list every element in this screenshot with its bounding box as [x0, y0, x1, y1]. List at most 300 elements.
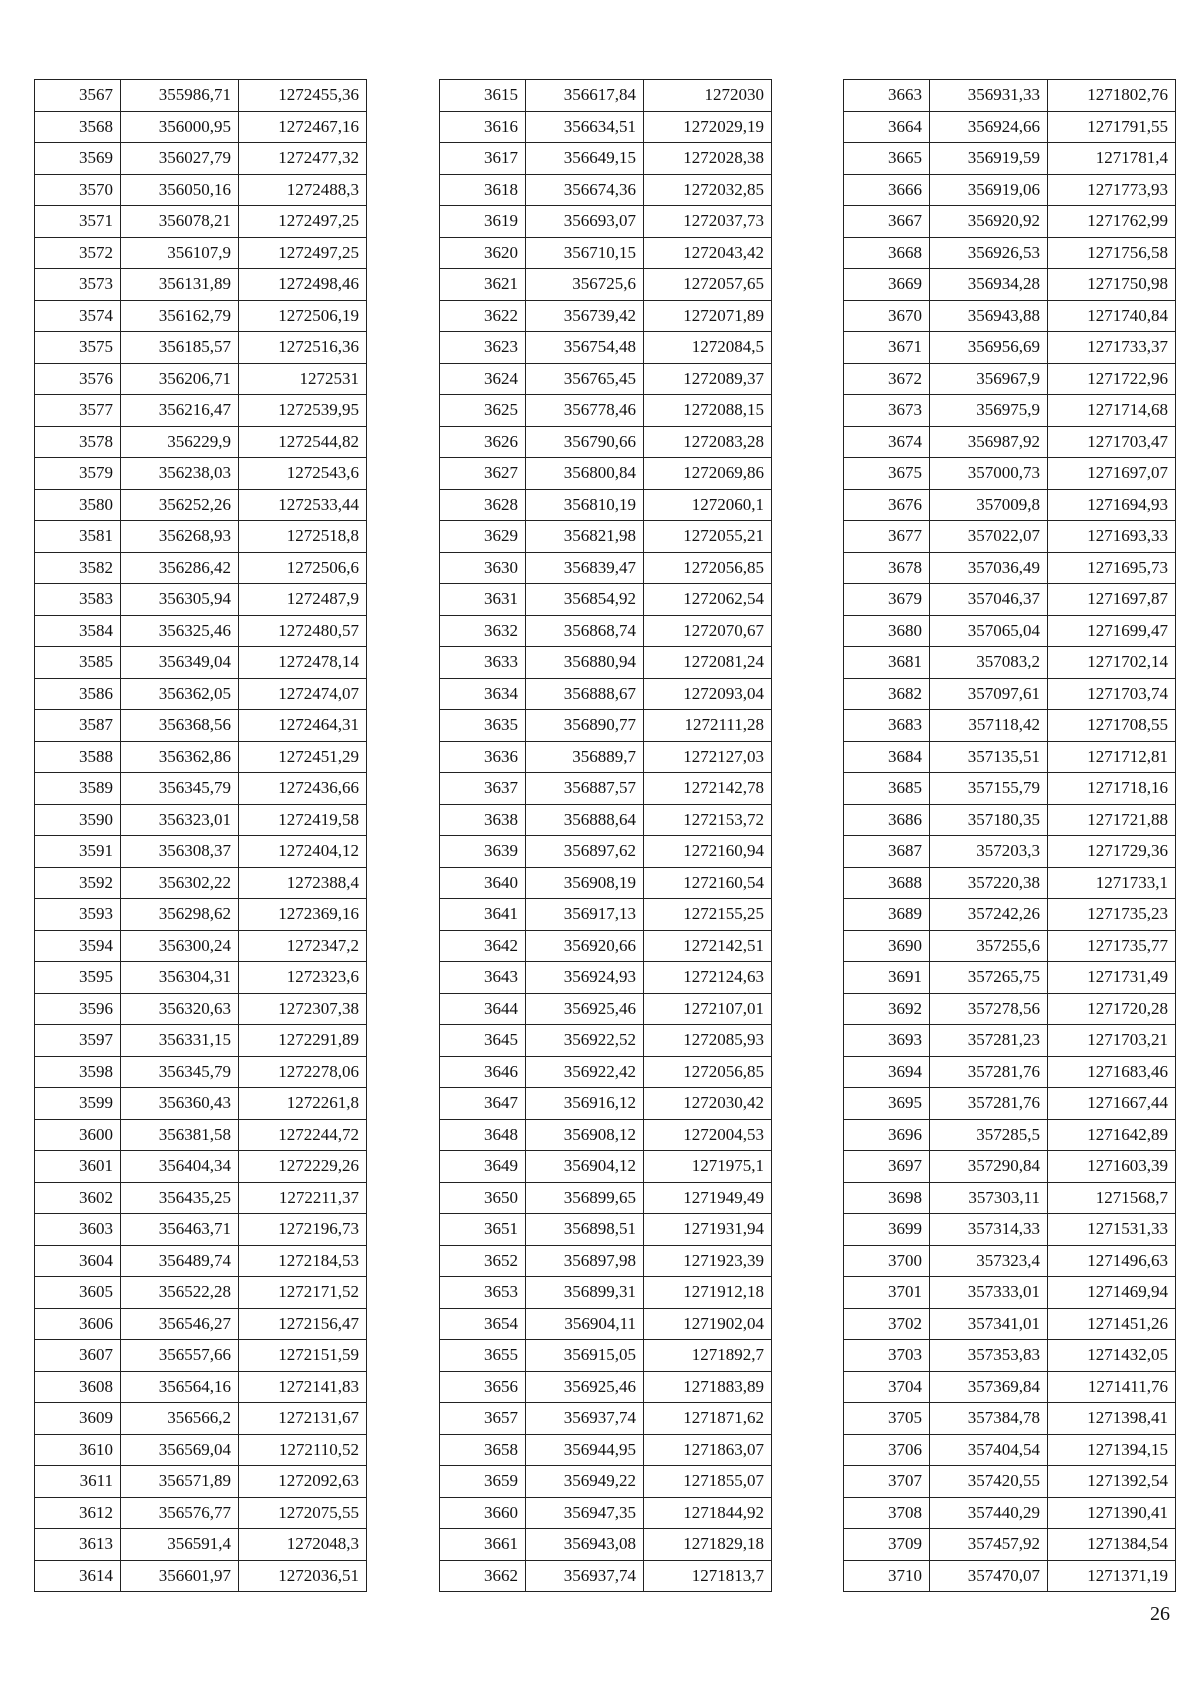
x-coordinate-cell: 356331,15 — [121, 1025, 239, 1057]
x-coordinate-cell: 356924,66 — [930, 111, 1048, 143]
y-coordinate-cell: 1272464,31 — [239, 710, 367, 742]
coordinate-table-2 — [439, 79, 772, 1592]
table-row — [35, 521, 367, 553]
y-coordinate-cell: 1272062,54 — [644, 584, 772, 616]
x-coordinate-cell: 356185,57 — [121, 332, 239, 364]
y-coordinate-cell: 1271714,68 — [1048, 395, 1176, 427]
x-coordinate-cell: 356916,12 — [526, 1088, 644, 1120]
y-coordinate-cell: 1271703,74 — [1048, 678, 1176, 710]
point-number-cell: 3656 — [440, 1371, 526, 1403]
table-row — [844, 710, 1176, 742]
table-row — [844, 1025, 1176, 1057]
x-coordinate-cell: 356617,84 — [526, 80, 644, 112]
x-coordinate-cell: 356268,93 — [121, 521, 239, 553]
y-coordinate-cell: 1272142,51 — [644, 930, 772, 962]
x-coordinate-cell: 356975,9 — [930, 395, 1048, 427]
y-coordinate-cell: 1271392,54 — [1048, 1466, 1176, 1498]
x-coordinate-cell: 356674,36 — [526, 174, 644, 206]
x-coordinate-cell: 356362,86 — [121, 741, 239, 773]
table-row — [844, 1560, 1176, 1592]
x-coordinate-cell: 356576,77 — [121, 1497, 239, 1529]
y-coordinate-cell: 1271802,76 — [1048, 80, 1176, 112]
x-coordinate-cell: 356904,12 — [526, 1151, 644, 1183]
table-row — [35, 584, 367, 616]
table-row — [440, 269, 772, 301]
y-coordinate-cell: 1272451,29 — [239, 741, 367, 773]
point-number-cell: 3650 — [440, 1182, 526, 1214]
x-coordinate-cell: 356919,06 — [930, 174, 1048, 206]
point-number-cell: 3604 — [35, 1245, 121, 1277]
x-coordinate-cell: 356216,47 — [121, 395, 239, 427]
y-coordinate-cell: 1272419,58 — [239, 804, 367, 836]
table-row — [440, 1434, 772, 1466]
table-row — [440, 962, 772, 994]
x-coordinate-cell: 356710,15 — [526, 237, 644, 269]
point-number-cell: 3635 — [440, 710, 526, 742]
point-number-cell: 3647 — [440, 1088, 526, 1120]
y-coordinate-cell: 1272088,15 — [644, 395, 772, 427]
x-coordinate-cell: 356917,13 — [526, 899, 644, 931]
y-coordinate-cell: 1272093,04 — [644, 678, 772, 710]
y-coordinate-cell: 1272075,55 — [239, 1497, 367, 1529]
table-row — [844, 332, 1176, 364]
y-coordinate-cell: 1272055,21 — [644, 521, 772, 553]
x-coordinate-cell: 356934,28 — [930, 269, 1048, 301]
point-number-cell: 3589 — [35, 773, 121, 805]
table-row — [440, 1308, 772, 1340]
point-number-cell: 3704 — [844, 1371, 930, 1403]
x-coordinate-cell: 357083,2 — [930, 647, 1048, 679]
x-coordinate-cell: 357303,11 — [930, 1182, 1048, 1214]
x-coordinate-cell: 356919,59 — [930, 143, 1048, 175]
table-row — [440, 710, 772, 742]
table-row — [35, 773, 367, 805]
y-coordinate-cell: 1272107,01 — [644, 993, 772, 1025]
table-row — [844, 237, 1176, 269]
y-coordinate-cell: 1271892,7 — [644, 1340, 772, 1372]
x-coordinate-cell: 356987,92 — [930, 426, 1048, 458]
x-coordinate-cell: 356908,12 — [526, 1119, 644, 1151]
table-row — [35, 993, 367, 1025]
point-number-cell: 3623 — [440, 332, 526, 364]
point-number-cell: 3611 — [35, 1466, 121, 1498]
point-number-cell: 3697 — [844, 1151, 930, 1183]
x-coordinate-cell: 356649,15 — [526, 143, 644, 175]
x-coordinate-cell: 357420,55 — [930, 1466, 1048, 1498]
page-number: 26 — [1150, 1603, 1170, 1625]
x-coordinate-cell: 356868,74 — [526, 615, 644, 647]
point-number-cell: 3689 — [844, 899, 930, 931]
point-number-cell: 3695 — [844, 1088, 930, 1120]
point-number-cell: 3649 — [440, 1151, 526, 1183]
point-number-cell: 3594 — [35, 930, 121, 962]
x-coordinate-cell: 356925,46 — [526, 993, 644, 1025]
x-coordinate-cell: 356027,79 — [121, 143, 239, 175]
y-coordinate-cell: 1271791,55 — [1048, 111, 1176, 143]
x-coordinate-cell: 357314,33 — [930, 1214, 1048, 1246]
y-coordinate-cell: 1272171,52 — [239, 1277, 367, 1309]
table-row — [844, 143, 1176, 175]
x-coordinate-cell: 357384,78 — [930, 1403, 1048, 1435]
point-number-cell: 3705 — [844, 1403, 930, 1435]
point-number-cell: 3683 — [844, 710, 930, 742]
table-row — [440, 363, 772, 395]
table-row — [35, 1529, 367, 1561]
y-coordinate-cell: 1272089,37 — [644, 363, 772, 395]
x-coordinate-cell: 356050,16 — [121, 174, 239, 206]
table-row — [440, 804, 772, 836]
table-row — [35, 1371, 367, 1403]
point-number-cell: 3662 — [440, 1560, 526, 1592]
point-number-cell: 3636 — [440, 741, 526, 773]
table-row — [440, 647, 772, 679]
x-coordinate-cell: 356435,25 — [121, 1182, 239, 1214]
y-coordinate-cell: 1272506,6 — [239, 552, 367, 584]
point-number-cell: 3671 — [844, 332, 930, 364]
y-coordinate-cell: 1272533,44 — [239, 489, 367, 521]
x-coordinate-cell: 356956,69 — [930, 332, 1048, 364]
point-number-cell: 3576 — [35, 363, 121, 395]
table-row — [440, 1529, 772, 1561]
point-number-cell: 3605 — [35, 1277, 121, 1309]
y-coordinate-cell: 1271694,93 — [1048, 489, 1176, 521]
x-coordinate-cell: 356967,9 — [930, 363, 1048, 395]
table-row — [440, 80, 772, 112]
table-row — [440, 1371, 772, 1403]
table-row — [35, 332, 367, 364]
point-number-cell: 3601 — [35, 1151, 121, 1183]
x-coordinate-cell: 356349,04 — [121, 647, 239, 679]
point-number-cell: 3643 — [440, 962, 526, 994]
point-number-cell: 3631 — [440, 584, 526, 616]
x-coordinate-cell: 356943,08 — [526, 1529, 644, 1561]
y-coordinate-cell: 1271756,58 — [1048, 237, 1176, 269]
point-number-cell: 3659 — [440, 1466, 526, 1498]
table-row — [844, 552, 1176, 584]
table-row — [844, 647, 1176, 679]
point-number-cell: 3616 — [440, 111, 526, 143]
table-row — [35, 1466, 367, 1498]
table-row — [440, 1466, 772, 1498]
y-coordinate-cell: 1272142,78 — [644, 773, 772, 805]
point-number-cell: 3627 — [440, 458, 526, 490]
table-row — [844, 962, 1176, 994]
y-coordinate-cell: 1272488,3 — [239, 174, 367, 206]
y-coordinate-cell: 1272131,67 — [239, 1403, 367, 1435]
x-coordinate-cell: 356546,27 — [121, 1308, 239, 1340]
y-coordinate-cell: 1271949,49 — [644, 1182, 772, 1214]
x-coordinate-cell: 357470,07 — [930, 1560, 1048, 1592]
y-coordinate-cell: 1272032,85 — [644, 174, 772, 206]
point-number-cell: 3665 — [844, 143, 930, 175]
table-row — [844, 1245, 1176, 1277]
y-coordinate-cell: 1272478,14 — [239, 647, 367, 679]
point-number-cell: 3685 — [844, 773, 930, 805]
x-coordinate-cell: 357065,04 — [930, 615, 1048, 647]
x-coordinate-cell: 356323,01 — [121, 804, 239, 836]
point-number-cell: 3698 — [844, 1182, 930, 1214]
point-number-cell: 3573 — [35, 269, 121, 301]
y-coordinate-cell: 1271411,76 — [1048, 1371, 1176, 1403]
y-coordinate-cell: 1272543,6 — [239, 458, 367, 490]
table-row — [844, 395, 1176, 427]
table-row — [440, 489, 772, 521]
table-row — [35, 741, 367, 773]
x-coordinate-cell: 357046,37 — [930, 584, 1048, 616]
point-number-cell: 3694 — [844, 1056, 930, 1088]
point-number-cell: 3595 — [35, 962, 121, 994]
point-number-cell: 3575 — [35, 332, 121, 364]
point-number-cell: 3677 — [844, 521, 930, 553]
table-row — [440, 993, 772, 1025]
table-row — [440, 237, 772, 269]
x-coordinate-cell: 357220,38 — [930, 867, 1048, 899]
x-coordinate-cell: 356854,92 — [526, 584, 644, 616]
x-coordinate-cell: 356693,07 — [526, 206, 644, 238]
y-coordinate-cell: 1271603,39 — [1048, 1151, 1176, 1183]
table-row — [440, 206, 772, 238]
point-number-cell: 3709 — [844, 1529, 930, 1561]
point-number-cell: 3701 — [844, 1277, 930, 1309]
point-number-cell: 3651 — [440, 1214, 526, 1246]
x-coordinate-cell: 356899,65 — [526, 1182, 644, 1214]
y-coordinate-cell: 1272083,28 — [644, 426, 772, 458]
table-row — [35, 836, 367, 868]
table-row — [440, 1560, 772, 1592]
y-coordinate-cell: 1271568,7 — [1048, 1182, 1176, 1214]
y-coordinate-cell: 1271697,87 — [1048, 584, 1176, 616]
table-row — [844, 426, 1176, 458]
y-coordinate-cell: 1271731,49 — [1048, 962, 1176, 994]
table-row — [35, 80, 367, 112]
table-row — [35, 458, 367, 490]
y-coordinate-cell: 1271735,77 — [1048, 930, 1176, 962]
table-row — [844, 111, 1176, 143]
y-coordinate-cell: 1271733,1 — [1048, 867, 1176, 899]
point-number-cell: 3642 — [440, 930, 526, 962]
y-coordinate-cell: 1272160,94 — [644, 836, 772, 868]
point-number-cell: 3577 — [35, 395, 121, 427]
point-number-cell: 3615 — [440, 80, 526, 112]
table-row — [35, 962, 367, 994]
y-coordinate-cell: 1271902,04 — [644, 1308, 772, 1340]
point-number-cell: 3583 — [35, 584, 121, 616]
x-coordinate-cell: 356381,58 — [121, 1119, 239, 1151]
x-coordinate-cell: 355986,71 — [121, 80, 239, 112]
y-coordinate-cell: 1272037,73 — [644, 206, 772, 238]
table-row — [844, 1151, 1176, 1183]
x-coordinate-cell: 356778,46 — [526, 395, 644, 427]
table-row — [35, 899, 367, 931]
table-row — [35, 930, 367, 962]
point-number-cell: 3619 — [440, 206, 526, 238]
x-coordinate-cell: 357036,49 — [930, 552, 1048, 584]
coordinate-table-1 — [34, 79, 367, 1592]
x-coordinate-cell: 356922,52 — [526, 1025, 644, 1057]
x-coordinate-cell: 357242,26 — [930, 899, 1048, 931]
y-coordinate-cell: 1271781,4 — [1048, 143, 1176, 175]
point-number-cell: 3598 — [35, 1056, 121, 1088]
table-row — [35, 426, 367, 458]
x-coordinate-cell: 356298,62 — [121, 899, 239, 931]
table-row — [844, 521, 1176, 553]
y-coordinate-cell: 1271432,05 — [1048, 1340, 1176, 1372]
x-coordinate-cell: 357255,6 — [930, 930, 1048, 962]
table-row — [35, 552, 367, 584]
table-row — [844, 269, 1176, 301]
x-coordinate-cell: 356229,9 — [121, 426, 239, 458]
point-number-cell: 3572 — [35, 237, 121, 269]
x-coordinate-cell: 356304,31 — [121, 962, 239, 994]
y-coordinate-cell: 1271371,19 — [1048, 1560, 1176, 1592]
x-coordinate-cell: 356739,42 — [526, 300, 644, 332]
x-coordinate-cell: 356238,03 — [121, 458, 239, 490]
x-coordinate-cell: 356920,66 — [526, 930, 644, 962]
x-coordinate-cell: 356591,4 — [121, 1529, 239, 1561]
point-number-cell: 3679 — [844, 584, 930, 616]
point-number-cell: 3658 — [440, 1434, 526, 1466]
x-coordinate-cell: 356564,16 — [121, 1371, 239, 1403]
x-coordinate-cell: 357009,8 — [930, 489, 1048, 521]
point-number-cell: 3680 — [844, 615, 930, 647]
table-row — [440, 300, 772, 332]
table-row — [844, 1182, 1176, 1214]
table-row — [440, 1151, 772, 1183]
table-row — [440, 143, 772, 175]
x-coordinate-cell: 357369,84 — [930, 1371, 1048, 1403]
x-coordinate-cell: 356489,74 — [121, 1245, 239, 1277]
table-row — [844, 1119, 1176, 1151]
x-coordinate-cell: 356754,48 — [526, 332, 644, 364]
y-coordinate-cell: 1272497,25 — [239, 237, 367, 269]
point-number-cell: 3708 — [844, 1497, 930, 1529]
y-coordinate-cell: 1271923,39 — [644, 1245, 772, 1277]
y-coordinate-cell: 1271683,46 — [1048, 1056, 1176, 1088]
point-number-cell: 3600 — [35, 1119, 121, 1151]
y-coordinate-cell: 1272043,42 — [644, 237, 772, 269]
x-coordinate-cell: 356890,77 — [526, 710, 644, 742]
x-coordinate-cell: 356325,46 — [121, 615, 239, 647]
y-coordinate-cell: 1272070,67 — [644, 615, 772, 647]
table-row — [440, 1056, 772, 1088]
x-coordinate-cell: 356107,9 — [121, 237, 239, 269]
x-coordinate-cell: 356569,04 — [121, 1434, 239, 1466]
x-coordinate-cell: 356765,45 — [526, 363, 644, 395]
y-coordinate-cell: 1271931,94 — [644, 1214, 772, 1246]
y-coordinate-cell: 1271703,47 — [1048, 426, 1176, 458]
x-coordinate-cell: 356821,98 — [526, 521, 644, 553]
point-number-cell: 3660 — [440, 1497, 526, 1529]
x-coordinate-cell: 356924,93 — [526, 962, 644, 994]
x-coordinate-cell: 356943,88 — [930, 300, 1048, 332]
table-row — [35, 1088, 367, 1120]
x-coordinate-cell: 356944,95 — [526, 1434, 644, 1466]
point-number-cell: 3644 — [440, 993, 526, 1025]
y-coordinate-cell: 1272155,25 — [644, 899, 772, 931]
point-number-cell: 3607 — [35, 1340, 121, 1372]
table-row — [35, 395, 367, 427]
y-coordinate-cell: 1272081,24 — [644, 647, 772, 679]
point-number-cell: 3653 — [440, 1277, 526, 1309]
point-number-cell: 3655 — [440, 1340, 526, 1372]
table-row — [844, 773, 1176, 805]
table-row — [35, 1119, 367, 1151]
point-number-cell: 3654 — [440, 1308, 526, 1340]
x-coordinate-cell: 357341,01 — [930, 1308, 1048, 1340]
point-number-cell: 3668 — [844, 237, 930, 269]
point-number-cell: 3691 — [844, 962, 930, 994]
y-coordinate-cell: 1271712,81 — [1048, 741, 1176, 773]
table-row — [35, 300, 367, 332]
y-coordinate-cell: 1272030,42 — [644, 1088, 772, 1120]
table-row — [35, 1560, 367, 1592]
point-number-cell: 3703 — [844, 1340, 930, 1372]
y-coordinate-cell: 1272436,66 — [239, 773, 367, 805]
table-row — [440, 1088, 772, 1120]
y-coordinate-cell: 1272544,82 — [239, 426, 367, 458]
x-coordinate-cell: 356904,11 — [526, 1308, 644, 1340]
y-coordinate-cell: 1271667,44 — [1048, 1088, 1176, 1120]
y-coordinate-cell: 1272498,46 — [239, 269, 367, 301]
point-number-cell: 3702 — [844, 1308, 930, 1340]
x-coordinate-cell: 356162,79 — [121, 300, 239, 332]
x-coordinate-cell: 356634,51 — [526, 111, 644, 143]
x-coordinate-cell: 356286,42 — [121, 552, 239, 584]
x-coordinate-cell: 357135,51 — [930, 741, 1048, 773]
y-coordinate-cell: 1271733,37 — [1048, 332, 1176, 364]
x-coordinate-cell: 356320,63 — [121, 993, 239, 1025]
table-row — [844, 1340, 1176, 1372]
table-row — [844, 1434, 1176, 1466]
y-coordinate-cell: 1271697,07 — [1048, 458, 1176, 490]
table-row — [844, 1466, 1176, 1498]
point-number-cell: 3590 — [35, 804, 121, 836]
y-coordinate-cell: 1271975,1 — [644, 1151, 772, 1183]
x-coordinate-cell: 356601,97 — [121, 1560, 239, 1592]
table-row — [844, 1497, 1176, 1529]
y-coordinate-cell: 1272069,86 — [644, 458, 772, 490]
x-coordinate-cell: 357457,92 — [930, 1529, 1048, 1561]
y-coordinate-cell: 1272184,53 — [239, 1245, 367, 1277]
table-row — [844, 1088, 1176, 1120]
point-number-cell: 3640 — [440, 867, 526, 899]
y-coordinate-cell: 1272085,93 — [644, 1025, 772, 1057]
x-coordinate-cell: 356362,05 — [121, 678, 239, 710]
table-row — [35, 1277, 367, 1309]
x-coordinate-cell: 356302,22 — [121, 867, 239, 899]
x-coordinate-cell: 356888,64 — [526, 804, 644, 836]
x-coordinate-cell: 356839,47 — [526, 552, 644, 584]
table-row — [440, 930, 772, 962]
x-coordinate-cell: 357281,76 — [930, 1056, 1048, 1088]
point-number-cell: 3588 — [35, 741, 121, 773]
y-coordinate-cell: 1272060,1 — [644, 489, 772, 521]
x-coordinate-cell: 356571,89 — [121, 1466, 239, 1498]
x-coordinate-cell: 357278,56 — [930, 993, 1048, 1025]
y-coordinate-cell: 1272244,72 — [239, 1119, 367, 1151]
x-coordinate-cell: 357281,76 — [930, 1088, 1048, 1120]
point-number-cell: 3652 — [440, 1245, 526, 1277]
y-coordinate-cell: 1271912,18 — [644, 1277, 772, 1309]
x-coordinate-cell: 357404,54 — [930, 1434, 1048, 1466]
point-number-cell: 3581 — [35, 521, 121, 553]
y-coordinate-cell: 1272369,16 — [239, 899, 367, 931]
point-number-cell: 3688 — [844, 867, 930, 899]
x-coordinate-cell: 357285,5 — [930, 1119, 1048, 1151]
point-number-cell: 3707 — [844, 1466, 930, 1498]
table-row — [35, 867, 367, 899]
x-coordinate-cell: 357022,07 — [930, 521, 1048, 553]
